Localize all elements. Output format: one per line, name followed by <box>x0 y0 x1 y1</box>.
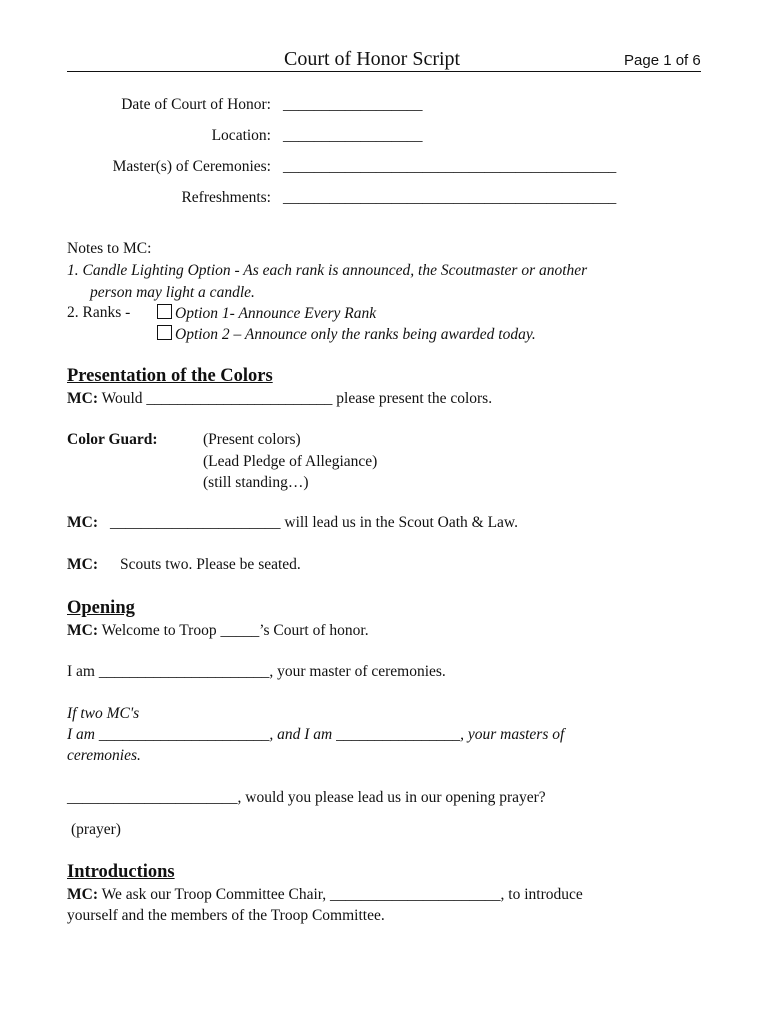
speaker-mc: MC: <box>67 886 98 903</box>
speaker-mc-oath: MC: <box>67 514 98 531</box>
opening-mc-text: Welcome to Troop _____’s Court of honor. <box>98 622 369 639</box>
introductions-mc-line <box>67 886 583 904</box>
if-two-mcs-line2: I am ______________________, and I am ________________, your masters of <box>67 726 565 743</box>
option1-label: Option 1- Announce Every Rank <box>175 305 377 322</box>
notes-item2-prefix: 2. Ranks - <box>67 304 131 321</box>
prayer-request: ______________________, would you please lead us in our opening prayer? <box>67 789 546 806</box>
opening-iam: I am ______________________, your master of ceremonies. <box>67 663 446 680</box>
colors-mc-line <box>67 390 492 408</box>
field-refreshments-blank[interactable]: ___________________________________________ <box>283 189 617 206</box>
introductions-line1: We ask our Troop Committee Chair, ______________________, to introduce <box>98 886 583 903</box>
if-two-mcs-line3: ceremonies. <box>67 747 141 764</box>
field-masters-blank[interactable]: ___________________________________________ <box>283 158 617 175</box>
introductions-line2: yourself and the members of the Troop Committee. <box>67 907 385 924</box>
field-masters-label: Master(s) of Ceremonies: <box>112 158 271 175</box>
color-guard-line1: (Present colors) <box>203 431 301 448</box>
notes-heading: Notes to MC: <box>67 240 152 257</box>
if-two-mcs-line1: If two MC's <box>67 705 140 722</box>
color-guard-line2: (Lead Pledge of Allegiance) <box>203 453 378 470</box>
notes-item1-line2: person may light a candle. <box>90 284 255 301</box>
colors-mc-text: Would ________________________ please present the colors. <box>98 390 493 407</box>
option2-row[interactable] <box>157 325 536 344</box>
header-rule <box>67 71 701 72</box>
color-guard-line3: (still standing…) <box>203 474 309 491</box>
section-heading-opening: Opening <box>67 598 135 618</box>
field-location-label: Location: <box>211 127 271 144</box>
seated-text: Scouts two. Please be seated. <box>120 556 301 573</box>
section-heading-introductions: Introductions <box>67 862 175 882</box>
speaker-mc: MC: <box>67 390 98 407</box>
section-heading-colors: Presentation of the Colors <box>67 366 273 386</box>
field-date-blank[interactable]: __________________ <box>283 96 423 113</box>
option1-row[interactable] <box>157 304 376 323</box>
prayer-note: (prayer) <box>71 821 121 838</box>
notes-item1-line1: 1. Candle Lighting Option - As each rank is announced, the Scoutmaster or another <box>67 262 588 279</box>
speaker-mc-seated: MC: <box>67 556 98 573</box>
oath-text: ______________________ will lead us in the Scout Oath & Law. <box>110 514 518 531</box>
field-refreshments-label: Refreshments: <box>181 189 271 206</box>
option1-checkbox[interactable] <box>157 304 172 319</box>
option2-checkbox[interactable] <box>157 325 172 340</box>
field-location-blank[interactable]: __________________ <box>283 127 423 144</box>
option2-label: Option 2 – Announce only the ranks being awarded today. <box>175 326 536 343</box>
page-title: Court of Honor Script <box>284 48 461 70</box>
page-number: Page 1 of 6 <box>624 52 701 69</box>
speaker-mc: MC: <box>67 622 98 639</box>
field-date-label: Date of Court of Honor: <box>121 96 271 113</box>
opening-mc-line <box>67 622 369 640</box>
speaker-color-guard: Color Guard: <box>67 431 158 448</box>
